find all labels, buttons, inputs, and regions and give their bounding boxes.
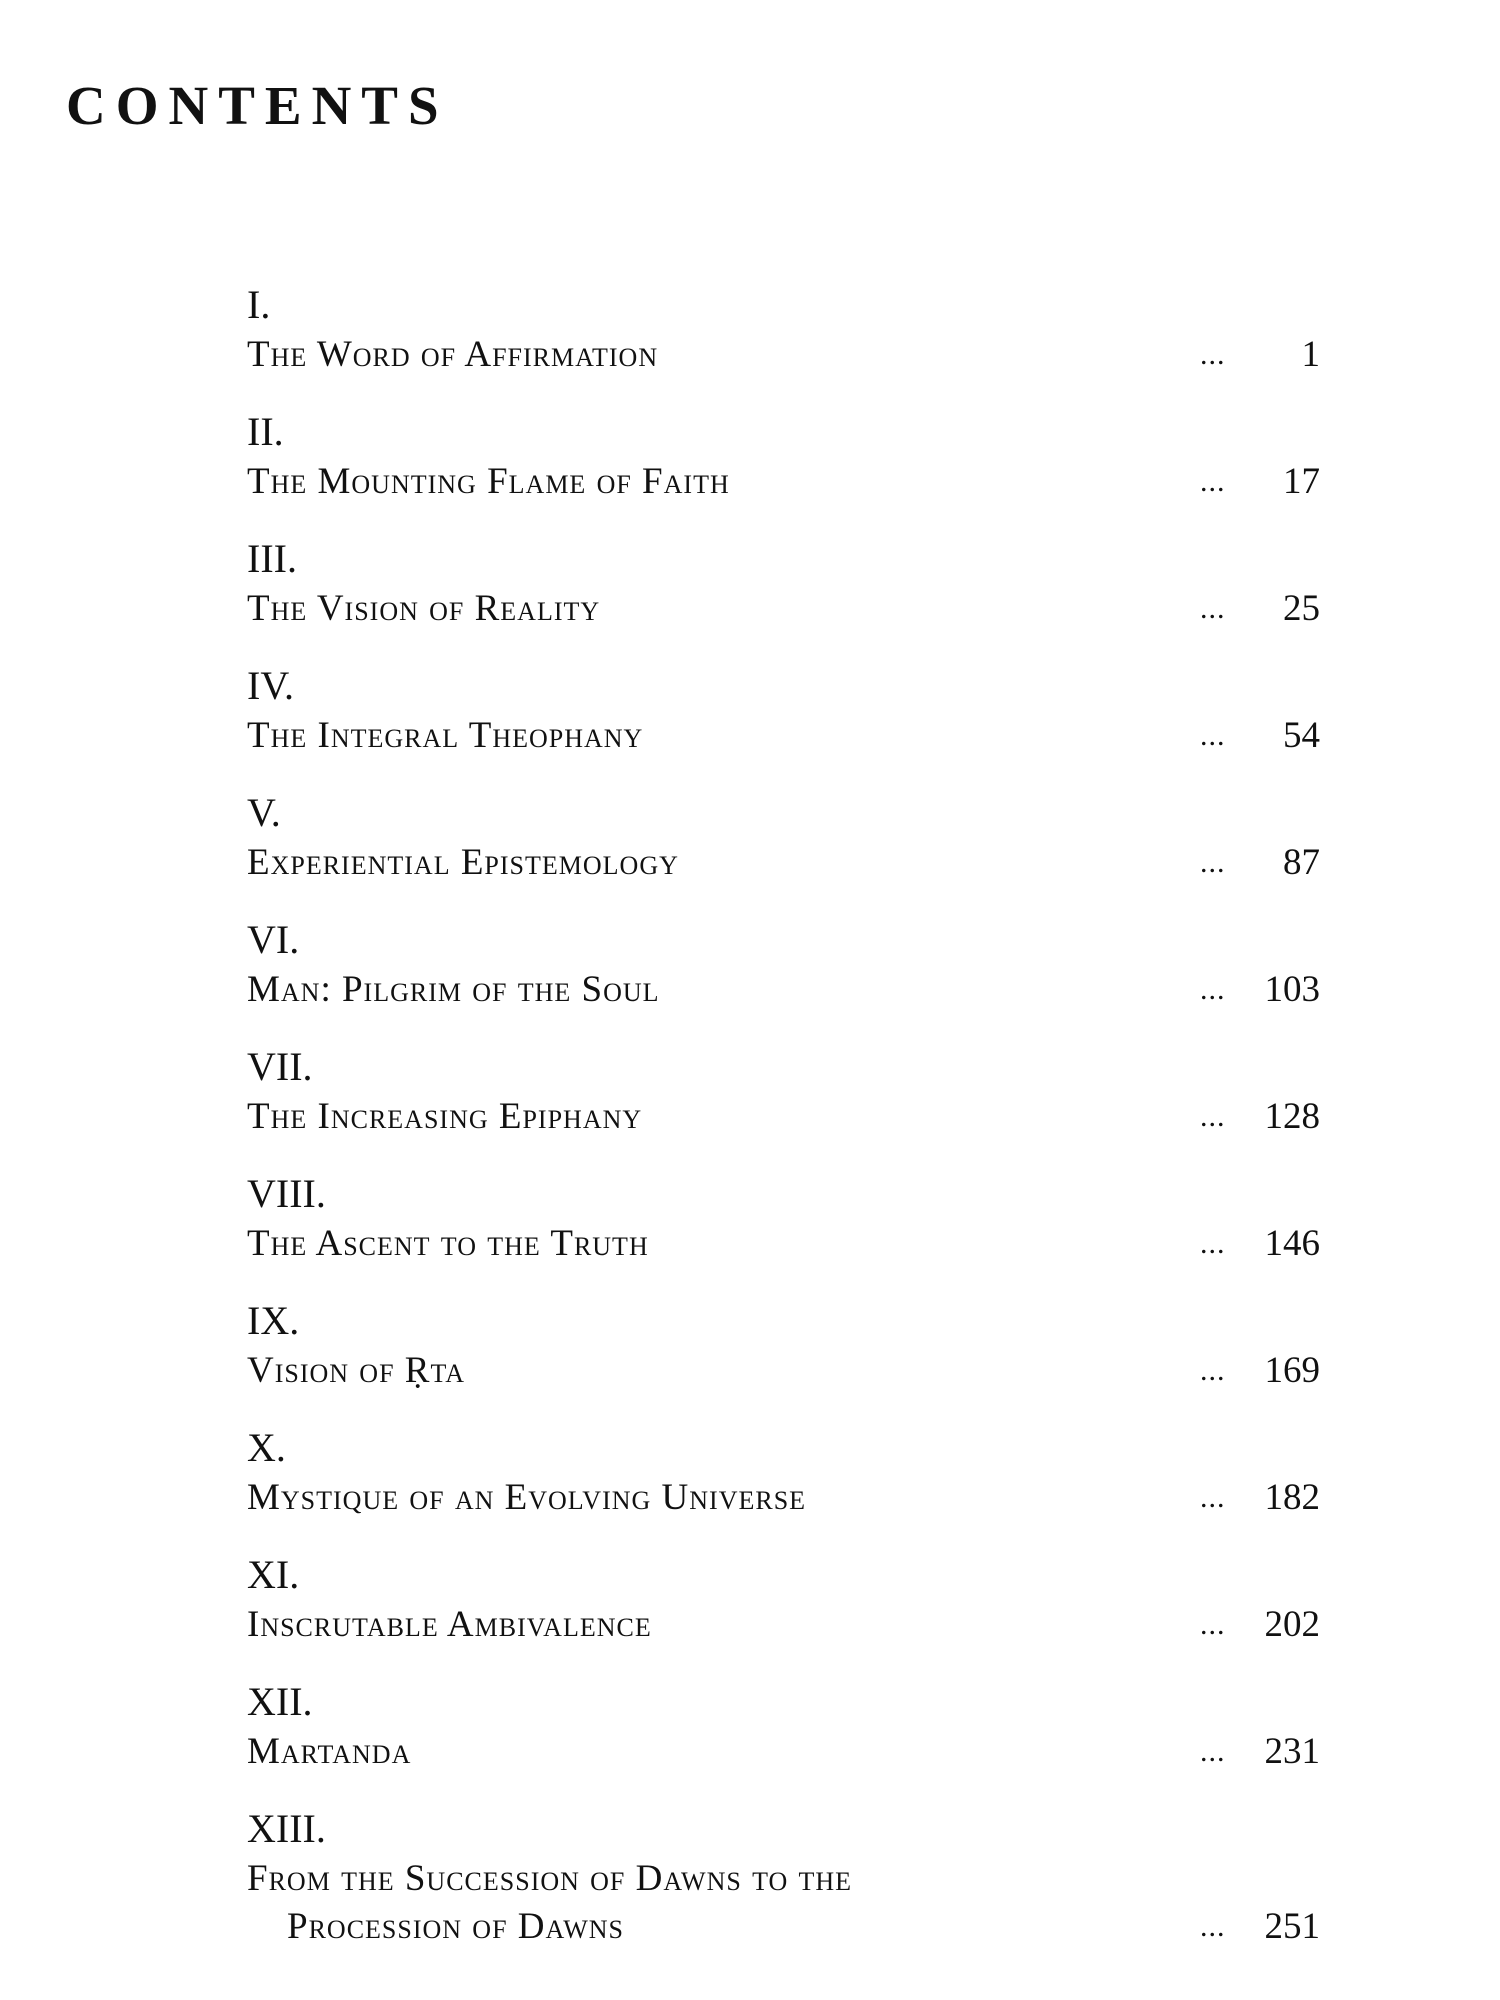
toc-entry-2[interactable] [245,407,1320,534]
page-number: 103 [1264,969,1320,1010]
toc-entry-7[interactable] [245,1042,1320,1169]
dot-leader: ... [1200,1735,1226,1768]
toc-entry-4[interactable] [245,661,1320,788]
chapter-numeral: XII. [247,1679,313,1724]
page-number: 251 [1264,1906,1320,1947]
chapter-numeral: VIII. [247,1171,326,1216]
toc-entry-9[interactable] [245,1296,1320,1423]
chapter-numeral: IV. [247,663,295,708]
dot-leader: ... [1200,1910,1226,1943]
page-number: 128 [1264,1096,1320,1137]
dot-leader: ... [1200,1481,1226,1514]
page-number: 87 [1283,842,1320,883]
chapter-title[interactable]: Martanda [247,1731,412,1772]
toc-entry-11[interactable] [245,1550,1320,1677]
chapter-title[interactable]: The Word of Affirmation [247,334,659,375]
chapter-numeral: VI. [247,917,300,962]
chapter-numeral: VII. [247,1044,313,1089]
chapter-numeral: II. [247,409,284,454]
chapter-title[interactable]: Man: Pilgrim of the Soul [247,969,660,1010]
dot-leader: ... [1200,973,1226,1006]
chapter-title[interactable]: The Ascent to the Truth [247,1223,649,1264]
page-number: 169 [1264,1350,1320,1391]
table-of-contents [245,280,1320,1947]
dot-leader: ... [1200,592,1226,625]
dot-leader: ... [1200,1608,1226,1641]
chapter-title[interactable]: Mystique of an Evolving Universe [247,1477,807,1518]
page-title: CONTENTS [66,75,449,136]
toc-entry-10[interactable] [245,1423,1320,1550]
dot-leader: ... [1200,1227,1226,1260]
chapter-title[interactable]: The Vision of Reality [247,588,601,629]
chapter-title[interactable]: Inscrutable Ambivalence [247,1604,652,1645]
chapter-title[interactable]: The Mounting Flame of Faith [247,461,730,502]
toc-entry-12[interactable] [245,1677,1320,1804]
chapter-numeral: IX. [247,1298,300,1343]
chapter-title[interactable]: From the Succession of Dawns to the [247,1858,853,1899]
dot-leader: ... [1200,338,1226,371]
dot-leader: ... [1200,465,1226,498]
dot-leader: ... [1200,846,1226,879]
chapter-title[interactable]: The Integral Theophany [247,715,644,756]
toc-entry-13[interactable] [245,1804,1320,1947]
toc-entry-1[interactable] [245,280,1320,407]
toc-entry-5[interactable] [245,788,1320,915]
dot-leader: ... [1200,1100,1226,1133]
chapter-numeral: X. [247,1425,286,1470]
dot-leader: ... [1200,719,1226,752]
chapter-title[interactable]: Vision of Ṛta [247,1350,466,1391]
chapter-numeral: XI. [247,1552,300,1597]
chapter-numeral: I. [247,282,271,327]
toc-entry-6[interactable] [245,915,1320,1042]
chapter-numeral: III. [247,536,297,581]
toc-entry-3[interactable] [245,534,1320,661]
page-number: 25 [1283,588,1320,629]
chapter-title-continuation[interactable]: Procession of Dawns [287,1906,624,1947]
page-number: 54 [1283,715,1320,756]
chapter-title[interactable]: The Increasing Epiphany [247,1096,643,1137]
chapter-numeral: V. [247,790,281,835]
toc-entry-8[interactable] [245,1169,1320,1296]
chapter-numeral: XIII. [247,1806,326,1851]
dot-leader: ... [1200,1354,1226,1387]
page-number: 182 [1264,1477,1320,1518]
page-number: 202 [1264,1604,1320,1645]
page-number: 17 [1283,461,1320,502]
page-number: 231 [1264,1731,1320,1772]
page-number: 146 [1264,1223,1320,1264]
page-number: 1 [1301,334,1320,375]
chapter-title[interactable]: Experiential Epistemology [247,842,679,883]
